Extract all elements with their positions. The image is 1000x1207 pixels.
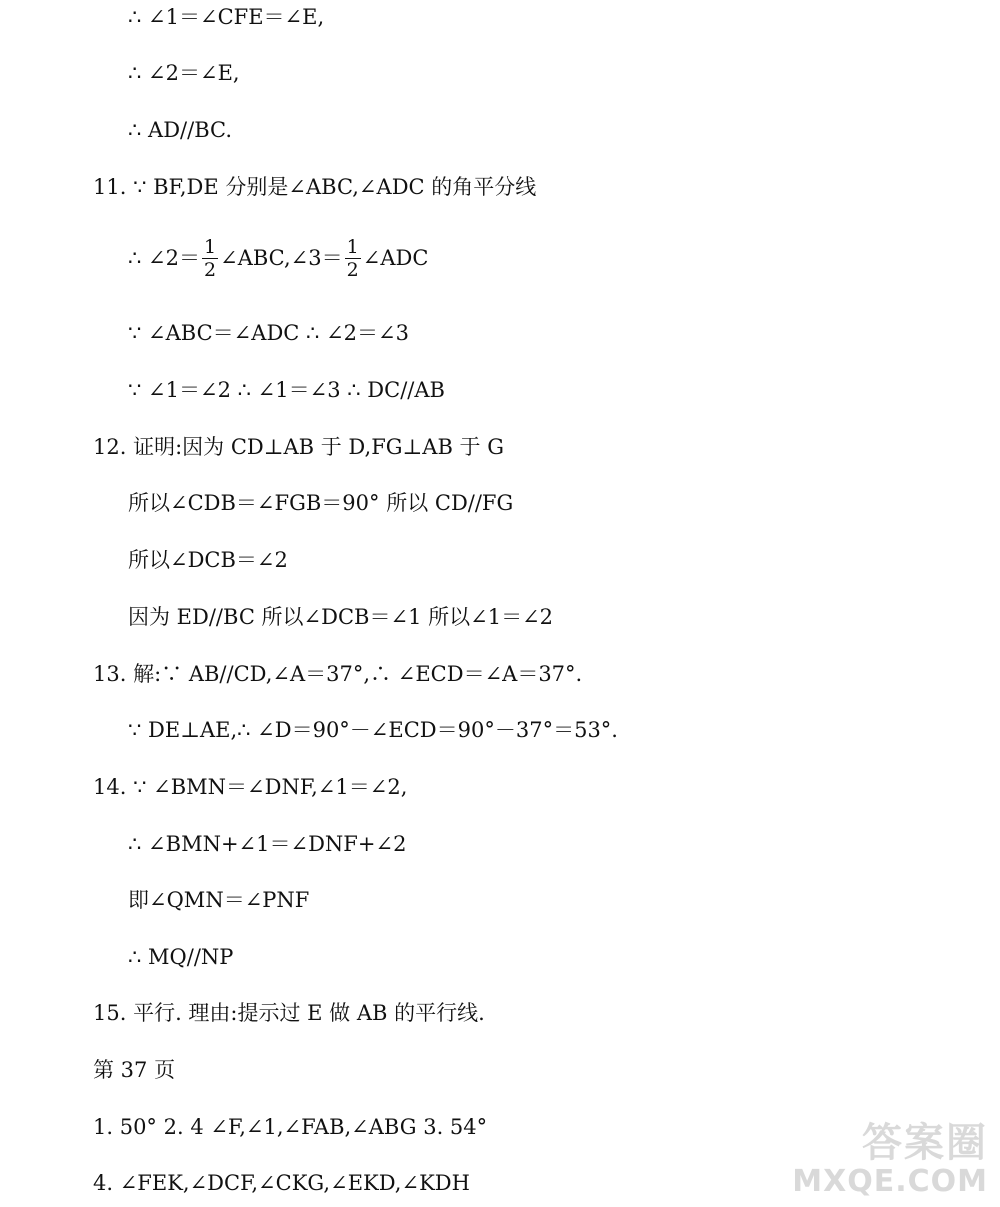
text-line: ∴ ∠1＝∠CFE＝∠E, (128, 5, 325, 29)
fraction-middle: ∠ABC,∠3＝ (220, 246, 343, 270)
text-line: 13. 解:∵ AB//CD,∠A＝37°,∴ ∠ECD＝∠A＝37°. (93, 662, 583, 686)
text-line: 11. ∵ BF,DE 分别是∠ABC,∠ADC 的角平分线 (93, 175, 537, 199)
fraction-numerator: 1 (346, 235, 359, 258)
fraction-half (345, 236, 361, 281)
fraction-line (128, 230, 428, 286)
fraction-half (202, 236, 218, 281)
fraction-denominator: 2 (346, 258, 359, 281)
text-line: 所以∠CDB＝∠FGB＝90° 所以 CD//FG (128, 491, 514, 515)
fraction-numerator: 1 (204, 235, 217, 258)
text-line: ∵ ∠1＝∠2 ∴ ∠1＝∠3 ∴ DC//AB (128, 378, 445, 402)
text-line: 14. ∵ ∠BMN＝∠DNF,∠1＝∠2, (93, 775, 408, 799)
fraction-lead: ∴ ∠2＝ (128, 246, 200, 270)
text-line: 即∠QMN＝∠PNF (128, 888, 310, 912)
text-line: 1. 50° 2. 4 ∠F,∠1,∠FAB,∠ABG 3. 54° (93, 1115, 488, 1139)
watermark-domain: MXQE.COM (792, 1164, 988, 1199)
text-line: ∵ ∠ABC＝∠ADC ∴ ∠2＝∠3 (128, 321, 409, 345)
page-heading: 第 37 页 (93, 1058, 176, 1082)
text-line: 所以∠DCB＝∠2 (128, 548, 288, 572)
fraction-tail: ∠ADC (362, 246, 429, 270)
text-line: ∵ DE⊥AE,∴ ∠D＝90°－∠ECD＝90°－37°＝53°. (128, 718, 618, 742)
text-line: ∴ ∠2＝∠E, (128, 61, 240, 85)
text-line: ∴ MQ//NP (128, 945, 234, 969)
watermark-logo-text: 答案圈 (862, 1120, 988, 1166)
text-line: ∴ ∠BMN+∠1＝∠DNF+∠2 (128, 832, 407, 856)
text-line: 15. 平行. 理由:提示过 E 做 AB 的平行线. (93, 1001, 485, 1025)
text-line: 12. 证明:因为 CD⊥AB 于 D,FG⊥AB 于 G (93, 435, 505, 459)
text-line: 因为 ED//BC 所以∠DCB＝∠1 所以∠1＝∠2 (128, 605, 554, 629)
fraction-denominator: 2 (204, 258, 217, 281)
text-line: ∴ AD//BC. (128, 118, 233, 142)
watermark (792, 1121, 988, 1199)
text-line: 4. ∠FEK,∠DCF,∠CKG,∠EKD,∠KDH (93, 1171, 470, 1195)
